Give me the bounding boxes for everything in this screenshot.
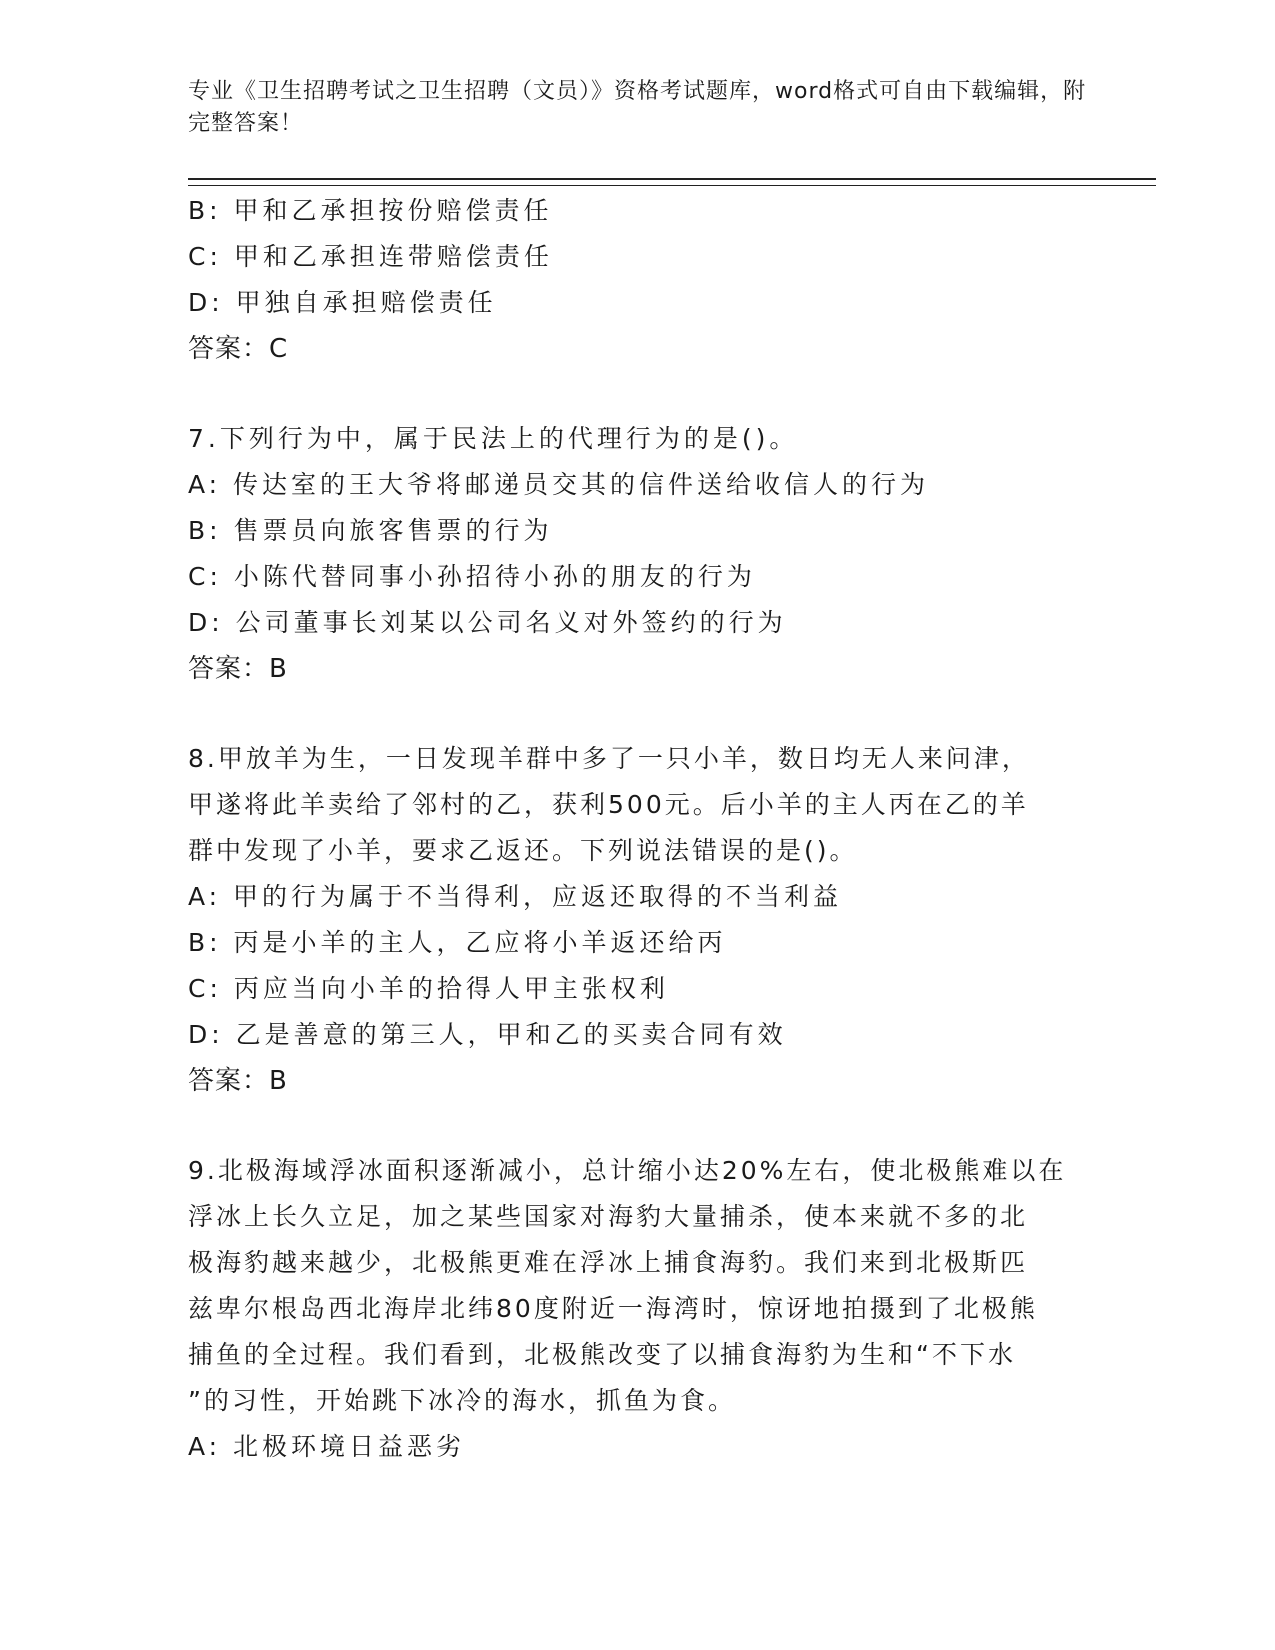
option-b: B: 甲和乙承担按份赔偿责任 [188,196,553,225]
question-stem-line: 9.北极海域浮冰面积逐渐减小，总计缩小达20%左右，使北极熊难以在 [188,1156,1067,1185]
option-d: D: 乙是善意的第三人，甲和乙的买卖合同有效 [188,1020,787,1049]
question-6-continued [188,188,1108,372]
spacer [188,1104,1108,1148]
answer-line: 答案：B [188,1066,288,1096]
question-list [188,188,1108,1470]
question-stem-line: 兹卑尔根岛西北海岸北纬80度附近一海湾时，惊讶地拍摄到了北极熊 [188,1294,1038,1323]
option-c: C: 甲和乙承担连带赔偿责任 [188,242,553,271]
document-header [188,76,1108,140]
option-a: A: 甲的行为属于不当得利，应返还取得的不当利益 [188,882,843,911]
option-a: A: 传达室的王大爷将邮递员交其的信件送给收信人的行为 [188,470,930,499]
question-stem-line: 甲遂将此羊卖给了邻村的乙，获利500元。后小羊的主人丙在乙的羊 [188,790,1029,819]
option-b: B: 售票员向旅客售票的行为 [188,516,553,545]
question-stem-line: 8.甲放羊为生，一日发现羊群中多了一只小羊，数日均无人来问津， [188,744,1030,773]
question-stem-line: 极海豹越来越少，北极熊更难在浮冰上捕食海豹。我们来到北极斯匹 [188,1248,1029,1277]
header-text: 专业《卫生招聘考试之卫生招聘（文员）》资格考试题库，word格式可自由下载编辑，附完整答案！ [188,79,1087,136]
option-d: D: 甲独自承担赔偿责任 [188,288,497,317]
question-7 [188,416,1108,692]
question-8 [188,736,1108,1104]
spacer [188,372,1108,416]
question-stem: 7.下列行为中，属于民法上的代理行为的是()。 [188,424,799,453]
question-stem-line: ”的习性，开始跳下冰冷的海水，抓鱼为食。 [188,1386,736,1415]
answer-line: 答案：B [188,654,288,684]
question-stem-line: 群中发现了小羊，要求乙返还。下列说法错误的是()。 [188,836,858,865]
question-9 [188,1148,1108,1470]
question-stem-line: 捕鱼的全过程。我们看到，北极熊改变了以捕食海豹为生和“不下水 [188,1340,1016,1369]
option-a: A: 北极环境日益恶劣 [188,1432,466,1461]
option-b: B: 丙是小羊的主人，乙应将小羊返还给丙 [188,928,727,957]
question-stem-line: 浮冰上长久立足，加之某些国家对海豹大量捕杀，使本来就不多的北 [188,1202,1029,1231]
option-c: C: 小陈代替同事小孙招待小孙的朋友的行为 [188,562,756,591]
spacer [188,692,1108,736]
answer-line: 答案：C [188,334,289,364]
option-d: D: 公司董事长刘某以公司名义对外签约的行为 [188,608,787,637]
header-divider [188,178,1156,186]
option-c: C: 丙应当向小羊的拾得人甲主张权利 [188,974,669,1003]
